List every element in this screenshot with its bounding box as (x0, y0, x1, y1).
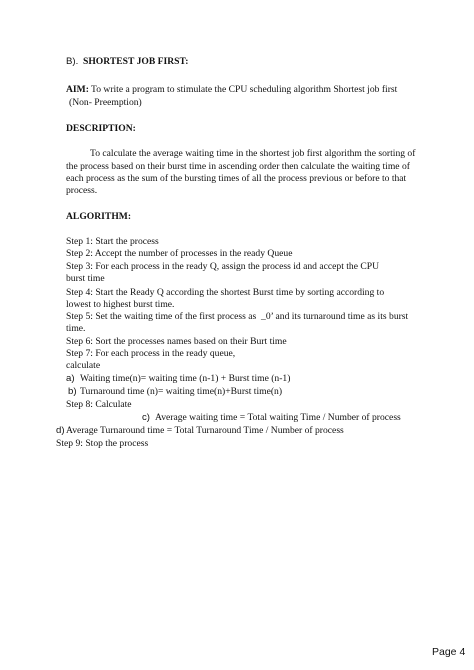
algorithm-heading: ALGORITHM: (66, 211, 132, 222)
section-title: SHORTEST JOB FIRST: (83, 56, 189, 67)
section-letter: B). (66, 56, 79, 67)
step-8: Step 8: Calculate (66, 399, 132, 410)
description-line: the process based on their burst time in ascending order then calculate the waiting time of (66, 161, 410, 172)
aim-text-line1: To write a program to stimulate the CPU scheduling algorithm Shortest job first (91, 84, 398, 95)
description-heading: DESCRIPTION: (66, 123, 136, 134)
step-7-line1: Step 7: For each process in the ready queue, (66, 348, 236, 359)
step-3-line1: Step 3: For each process in the ready Q, assign the process id and accept the CPU (66, 261, 380, 272)
step-2: Step 2: Accept the number of processes in the ready Queue (66, 248, 293, 259)
aim-text-line2: (Non- Preemption) (69, 97, 142, 108)
step-4-line2: lowest to highest burst time. (66, 299, 175, 310)
substep-c-text: Average waiting time = Total waiting Time / Number of process (155, 412, 401, 423)
page-number: Page 4 (432, 646, 466, 658)
substep-d-label: d) (56, 425, 65, 436)
step-5-line1: Step 5: Set the waiting time of the first process as _0’ and its turnaround time as its burst (66, 311, 409, 322)
step-5-line2: time. (66, 323, 86, 334)
description-line: To calculate the average waiting time in the shortest job first algorithm the sorting of (90, 148, 416, 159)
substep-c-label: c) (142, 412, 150, 423)
step-6: Step 6: Sort the processes names based on their Burt time (66, 336, 287, 347)
step-4-line1: Step 4: Start the Ready Q according the shortest Burst time by sorting according to (66, 287, 385, 298)
step-1: Step 1: Start the process (66, 236, 159, 247)
description-line: process. (66, 185, 98, 196)
description-line: each process as the sum of the bursting times of all the process previous or before to that (66, 173, 407, 184)
step-9: Step 9: Stop the process (56, 438, 149, 449)
step-7-line2: calculate (66, 360, 101, 371)
substep-d-text: Average Turnaround time = Total Turnaround Time / Number of process (66, 425, 344, 436)
aim-label: AIM: (66, 84, 89, 95)
substep-a-label: a) (66, 373, 75, 384)
substep-a-text: Waiting time(n)= waiting time (n-1) + Burst time (n-1) (80, 373, 291, 384)
substep-b-text: Turnaround time (n)= waiting time(n)+Burst time(n) (80, 386, 283, 397)
substep-b-label: b) (68, 386, 77, 397)
step-3-line2: burst time (66, 273, 105, 284)
